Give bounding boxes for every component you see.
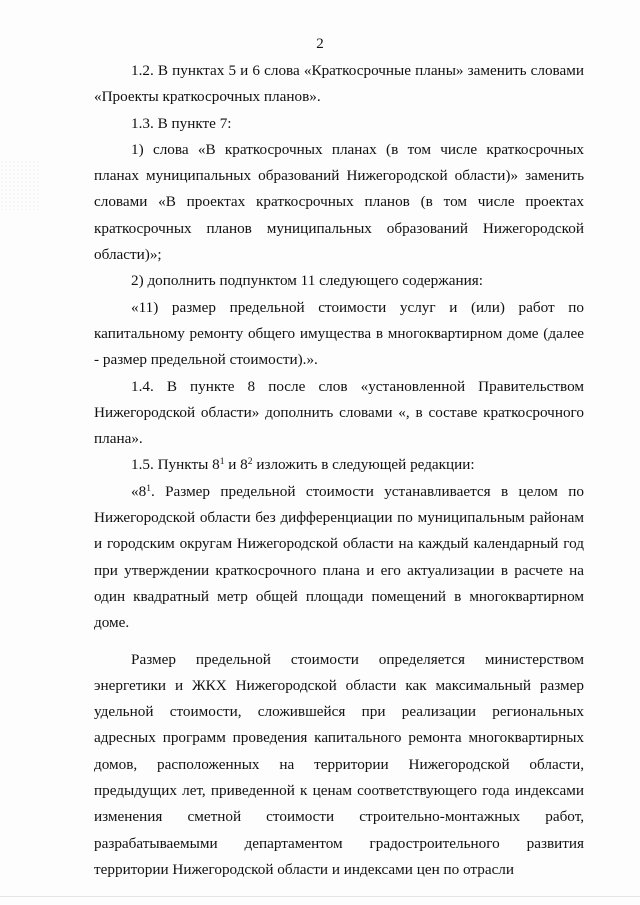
paragraph-8-1-superscript: 1 — [146, 483, 151, 494]
paragraph-1-3: 1.3. В пункте 7: — [131, 114, 232, 132]
paragraph-8-1 — [94, 479, 584, 637]
paragraph-1-5-after: изложить в следующей редакции: — [252, 456, 475, 474]
document-body — [94, 58, 584, 883]
paragraph-1-5-before: 1.5. Пункты 8 — [131, 456, 220, 474]
paragraph-1-5 — [94, 452, 584, 478]
scan-noise — [0, 160, 40, 210]
paragraph-1-2: 1.2. В пунктах 5 и 6 слова «Краткосрочные планы» заменить словами «Проекты краткосрочных планов». — [94, 62, 584, 106]
paragraph-1-5-mid: и 8 — [224, 456, 248, 474]
paragraph-1-4: 1.4. В пункте 8 после слов «установленной Правительством Нижегородской области» дополнить словами «, в составе краткосрочного плана». — [94, 377, 584, 448]
paragraph-8-1-text: . Размер предельной стоимости устанавливается в целом по Нижегородской области без дифференциации по муниципальным районам и городским округам Нижегородской области на каждый календарный год при утверждении краткосрочного плана и его актуализации в расчете на один квадратный метр общей площади помещений в многоквартирном доме. — [94, 482, 584, 632]
superscript-2: 2 — [247, 457, 253, 468]
paragraph-subitem-11-quote: «11) размер предельной стоимости услуг и (или) работ по капитальному ремонту общего имущества в многоквартирном доме (далее - размер предельной стоимости).». — [94, 298, 584, 369]
scan-edge-line — [0, 896, 640, 897]
paragraph-limit-size: Размер предельной стоимости определяется министерством энергетики и ЖКХ Нижегородской области как максимальный размер удельной стоимости, сложившейся при реализации региональных адресных программ проведения капитального ремонта многоквартирных домов, расположенных на территории Нижегородской области, предыдущих лет, приведенной к ценам соответствующего года индексами изменения сметной стоимости строительно-монтажных работ, разрабатываемыми департаментом градостроительного развития территории Нижегородской области и индексами цен по отрасли — [94, 650, 584, 878]
paragraph-1-3-item-1: 1) слова «В краткосрочных планах (в том числе краткосрочных планах муниципальных образований Нижегородской области)» заменить словами «В проектах краткосрочных планов (в том числе проектах краткосрочных планов муниципальных образований Нижегородской области)»; — [94, 140, 584, 264]
page-number: 2 — [316, 36, 324, 52]
paragraph-8-1-open: «8 — [131, 482, 147, 500]
superscript-1: 1 — [219, 457, 225, 468]
paragraph-1-3-item-2: 2) дополнить подпунктом 11 следующего содержания: — [131, 272, 483, 290]
